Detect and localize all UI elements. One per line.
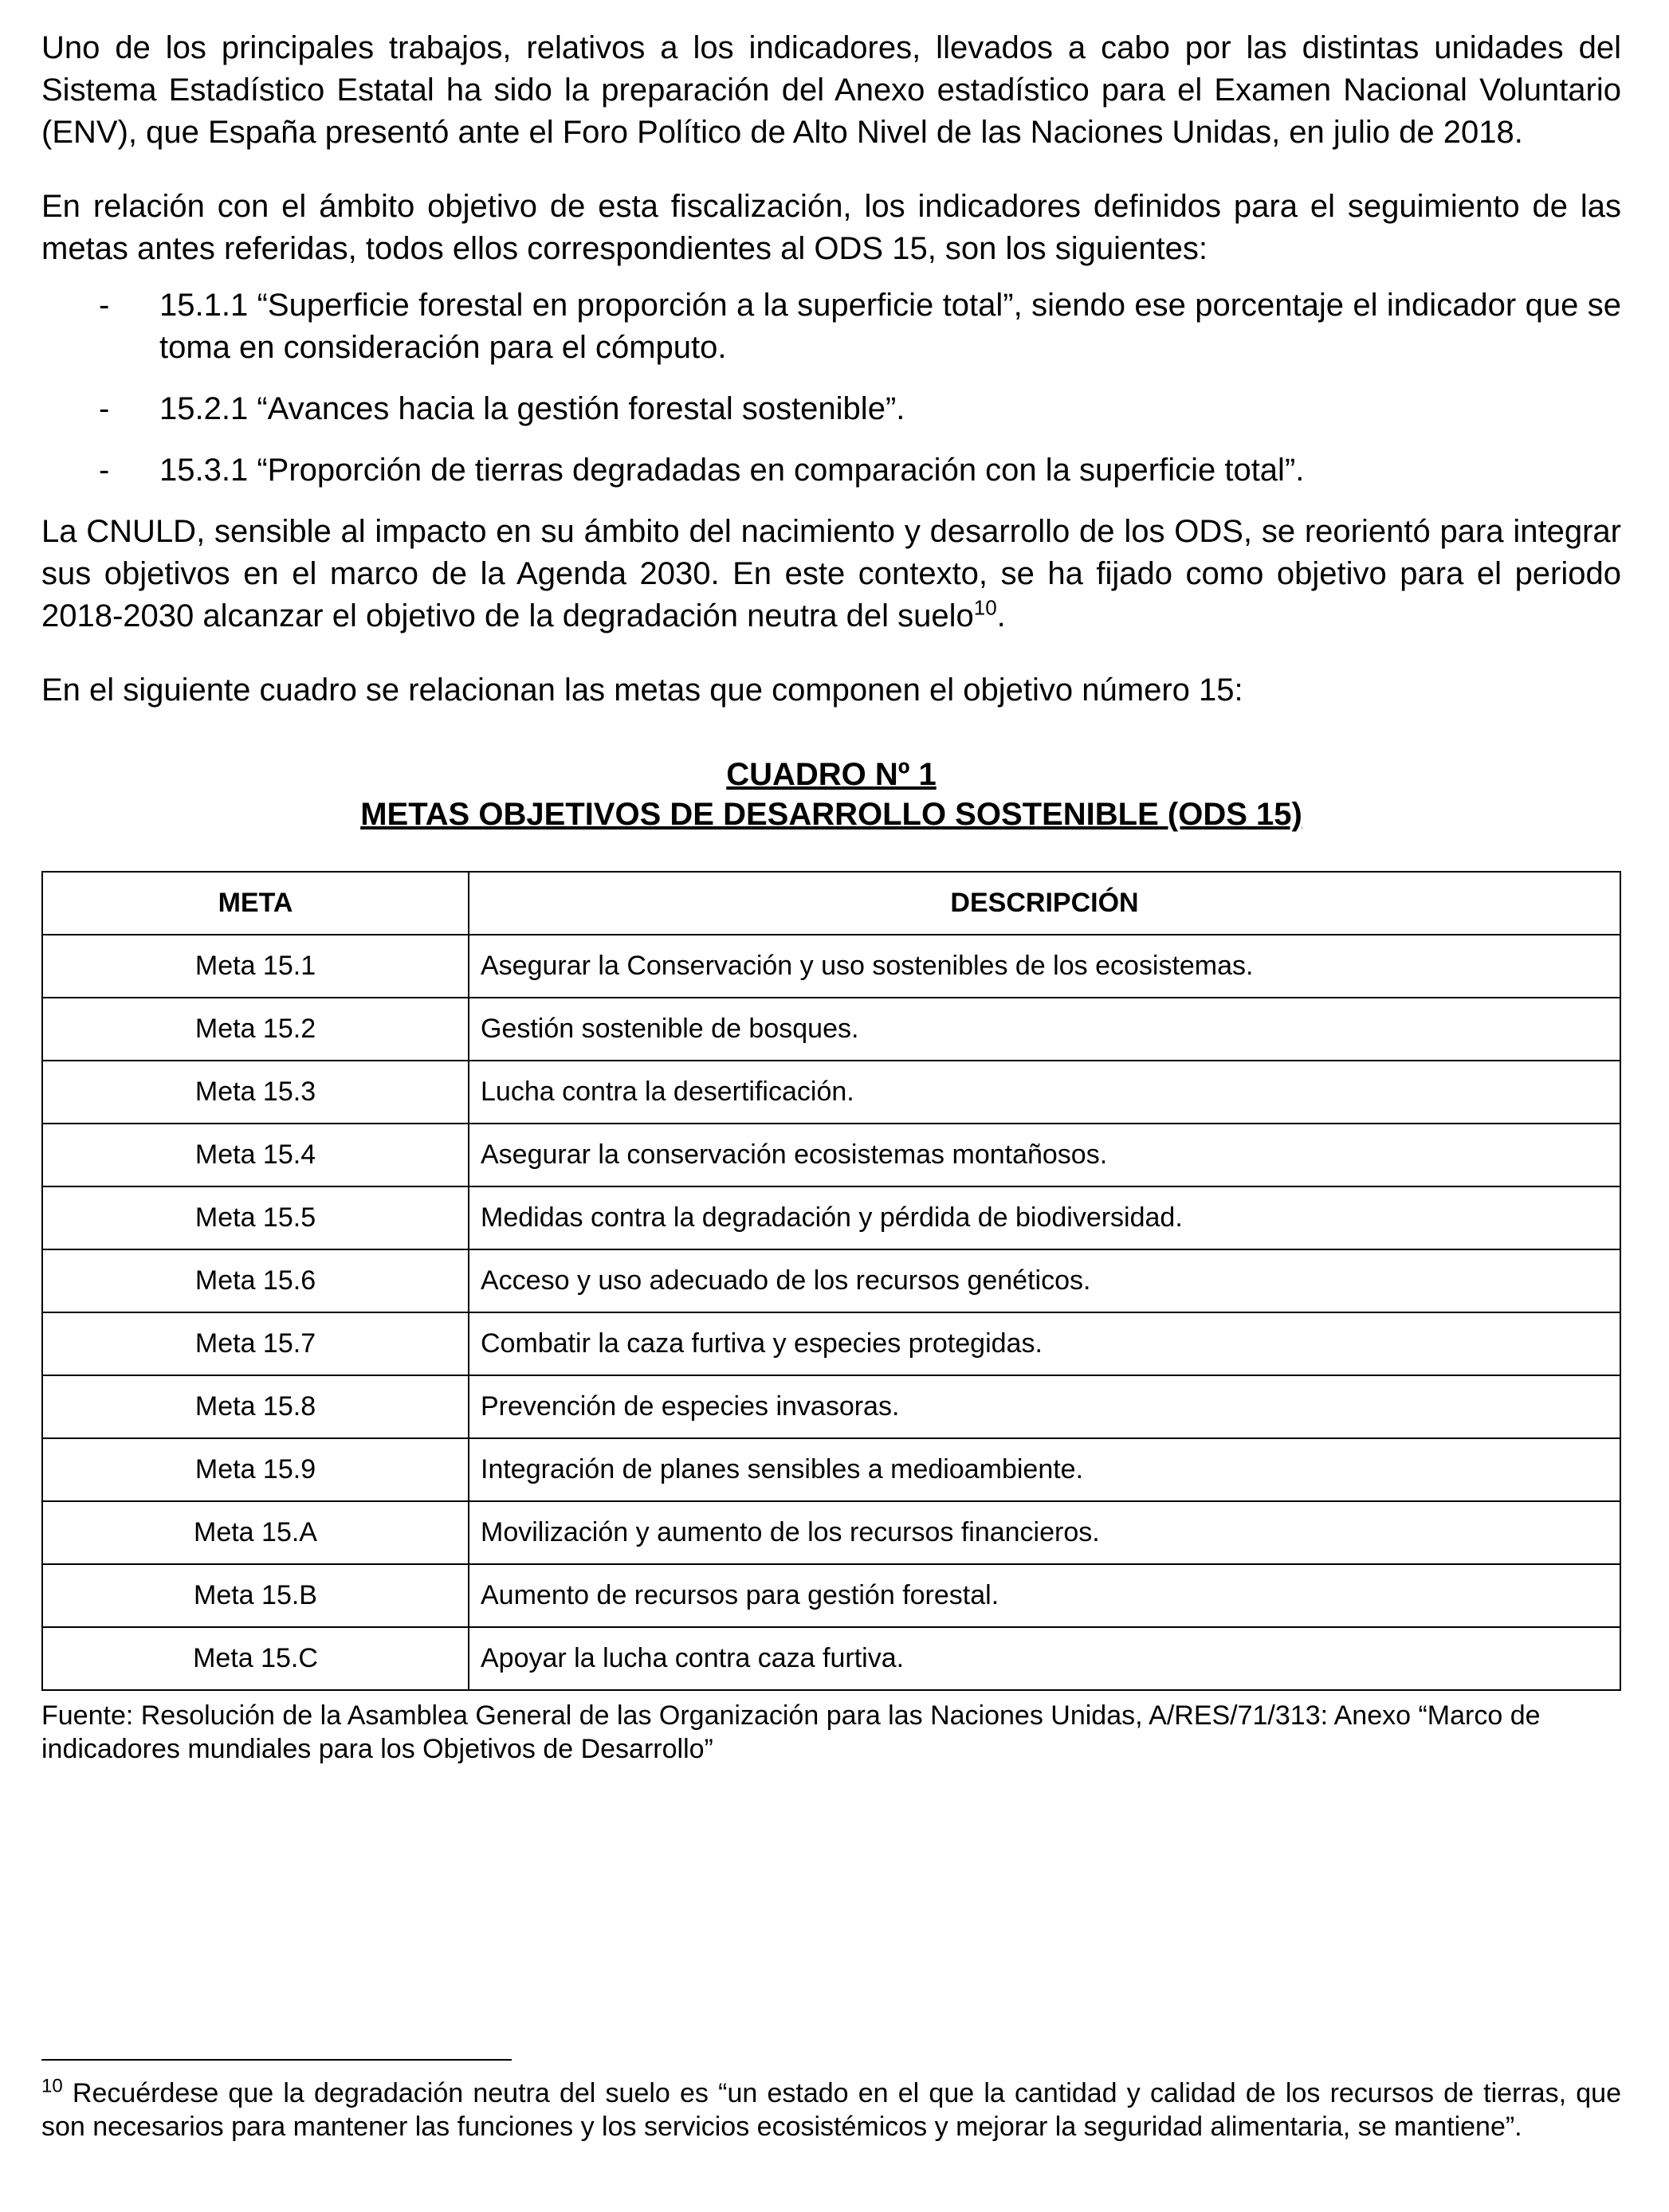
- table-row: [42, 1124, 1620, 1186]
- document-body: [41, 27, 1621, 1766]
- footnote-text: Recuérdese que la degradación neutra del suelo es “un estado en el que la cantidad y calidad de los recursos de tierras, que son necesarios para mantener las funciones y los servicios ecosistémicos y mejorar la seguridad alimentaria, se mantiene”.: [41, 2078, 1621, 2142]
- meta-cell: Meta 15.7: [42, 1312, 469, 1375]
- indicator-text: 15.2.1 “Avances hacia la gestión forestal sostenible”.: [159, 391, 905, 426]
- table-row: [42, 935, 1620, 998]
- indicator-item: [41, 388, 1621, 430]
- meta-cell: Meta 15.5: [42, 1186, 469, 1249]
- meta-cell: Meta 15.B: [42, 1564, 469, 1627]
- indicator-list: [41, 284, 1621, 492]
- table-row: [42, 1501, 1620, 1564]
- paragraph-cnuld-end: .: [996, 598, 1006, 633]
- indicator-item: [41, 449, 1621, 492]
- caption-line-1: CUADRO Nº 1: [726, 757, 937, 792]
- footnote-mark: 10: [41, 2075, 63, 2097]
- table-row: [42, 998, 1620, 1061]
- metas-table: [41, 871, 1621, 1691]
- indicator-item: [41, 284, 1621, 369]
- description-cell: Combatir la caza furtiva y especies protegidas.: [469, 1312, 1620, 1375]
- table-row: [42, 1186, 1620, 1249]
- paragraph-cuadro-intro: En el siguiente cuadro se relacionan las metas que componen el objetivo número 15:: [41, 673, 1243, 708]
- description-cell: Prevención de especies invasoras.: [469, 1375, 1620, 1438]
- table-row: [42, 1375, 1620, 1438]
- description-cell: Medidas contra la degradación y pérdida de biodiversidad.: [469, 1186, 1620, 1249]
- indicator-text: 15.1.1 “Superficie forestal en proporción a la superficie total”, siendo ese porcentaje el indicador que se toma en consideración para el cómputo.: [159, 288, 1621, 365]
- description-cell: Acceso y uso adecuado de los recursos genéticos.: [469, 1249, 1620, 1312]
- footnote-10: [41, 2077, 1621, 2143]
- bullet-dash: -: [99, 391, 110, 426]
- header-descripcion: DESCRIPCIÓN: [469, 872, 1620, 935]
- meta-cell: Meta 15.9: [42, 1438, 469, 1501]
- meta-cell: Meta 15.4: [42, 1124, 469, 1186]
- meta-cell: Meta 15.8: [42, 1375, 469, 1438]
- indicator-text: 15.3.1 “Proporción de tierras degradadas en comparación con la superficie total”.: [159, 453, 1305, 488]
- description-cell: Integración de planes sensibles a medioambiente.: [469, 1438, 1620, 1501]
- table-row: [42, 1627, 1620, 1690]
- footnote-separator: [41, 2059, 512, 2061]
- description-cell: Aumento de recursos para gestión forestal.: [469, 1564, 1620, 1627]
- description-cell: Gestión sostenible de bosques.: [469, 998, 1620, 1061]
- paragraph-env: Uno de los principales trabajos, relativos a los indicadores, llevados a cabo por las distintas unidades del Sistema Estadístico Estatal ha sido la preparación del Anexo estadístico para el Examen Nacional Voluntario (ENV), que España presentó ante el Foro Político de Alto Nivel de las Naciones Unidas, en julio de 2018.: [41, 30, 1621, 150]
- table-row: [42, 1249, 1620, 1312]
- description-cell: Lucha contra la desertificación.: [469, 1061, 1620, 1124]
- meta-cell: Meta 15.1: [42, 935, 469, 998]
- paragraph-cnuld: [41, 511, 1621, 637]
- description-cell: Asegurar la conservación ecosistemas montañosos.: [469, 1124, 1620, 1186]
- footnote-ref-10[interactable]: 10: [973, 595, 997, 620]
- paragraph-indicadores: En relación con el ámbito objetivo de esta fiscalización, los indicadores definidos para el seguimiento de las metas antes referidas, todos ellos correspondientes al ODS 15, son los siguientes:: [41, 189, 1621, 266]
- table-row: [42, 1438, 1620, 1501]
- meta-cell: Meta 15.A: [42, 1501, 469, 1564]
- caption-line-2: METAS OBJETIVOS DE DESARROLLO SOSTENIBLE (ODS 15): [360, 797, 1302, 832]
- bullet-dash: -: [99, 453, 110, 488]
- table-row: [42, 1564, 1620, 1627]
- bullet-dash: -: [99, 288, 110, 323]
- header-meta: META: [42, 872, 469, 935]
- table-source-note: Fuente: Resolución de la Asamblea General de las Organización para las Naciones Unidas, A/RES/71/313: Anexo “Marco de indicadores mundiales para los Objetivos de Desarrollo”: [41, 1700, 1541, 1764]
- paragraph-cnuld-text: La CNULD, sensible al impacto en su ámbito del nacimiento y desarrollo de los ODS, se reorientó para integrar sus objetivos en el marco de la Agenda 2030. En este contexto, se ha fijado como objetivo para el periodo 2018-2030 alcanzar el objetivo de la degradación neutra del suelo: [41, 514, 1621, 633]
- meta-cell: Meta 15.3: [42, 1061, 469, 1124]
- table-row: [42, 1312, 1620, 1375]
- meta-cell: Meta 15.C: [42, 1627, 469, 1690]
- table-header-row: [42, 872, 1620, 935]
- table-caption: [41, 755, 1621, 834]
- description-cell: Apoyar la lucha contra caza furtiva.: [469, 1627, 1620, 1690]
- description-cell: Movilización y aumento de los recursos financieros.: [469, 1501, 1620, 1564]
- meta-cell: Meta 15.2: [42, 998, 469, 1061]
- description-cell: Asegurar la Conservación y uso sostenibles de los ecosistemas.: [469, 935, 1620, 998]
- table-row: [42, 1061, 1620, 1124]
- meta-cell: Meta 15.6: [42, 1249, 469, 1312]
